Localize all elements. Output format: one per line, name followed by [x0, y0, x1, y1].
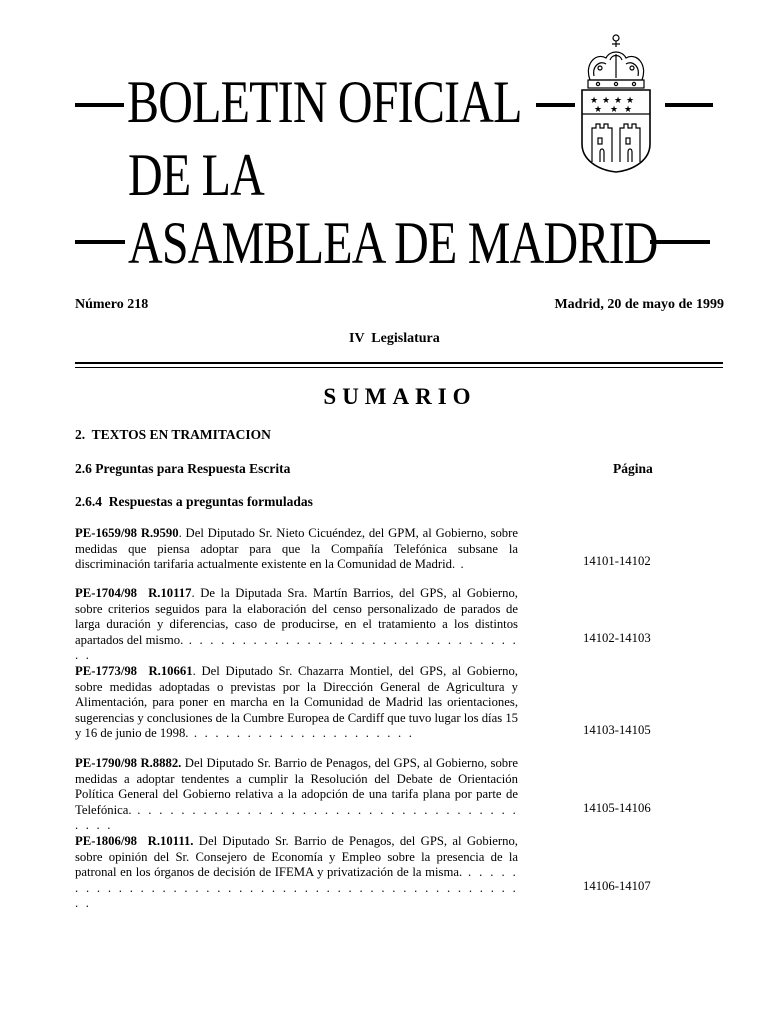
svg-text:★: ★	[614, 96, 623, 106]
sumario-title-text: SUMARIO	[323, 384, 477, 409]
issue-number: Número 218	[75, 297, 149, 312]
masthead-rule	[650, 240, 710, 244]
entry-text: Del Diputado Sr. Barrio de Penagos, del GPS, al Gobierno, sobre opinión del Sr. Consejero de Economía y Empleo sobre la presencia de la patronal en los órganos de decisión de IFEMA y privatización de la misma.	[75, 834, 518, 879]
entry-reference: PE-1790/98 R.8882.	[75, 756, 182, 770]
entry-reference: PE-1659/98 R.9590	[75, 526, 179, 540]
list-item[interactable]	[75, 834, 518, 912]
divider	[75, 367, 723, 368]
svg-text:★: ★	[590, 96, 599, 106]
subsubsection-heading: 2.6.4 Respuestas a preguntas formuladas	[75, 494, 313, 509]
entry-pages: 14106-14107	[583, 879, 651, 893]
entry-leader: . . . . . . . . . . . . . . . . . . . . . . . . . . . . . . . . .	[75, 632, 518, 662]
svg-text:★: ★	[610, 105, 619, 115]
list-item[interactable]	[75, 664, 518, 742]
coat-of-arms-icon	[570, 32, 662, 176]
list-item[interactable]	[75, 526, 518, 573]
masthead-rule	[75, 240, 125, 244]
entry-leader: . . . . . . . . . . . . . . . . . . . . . . . . . . . . . . . . . . . . . . . . . . . . . . . .	[75, 865, 519, 910]
masthead-rule	[75, 103, 124, 107]
section-heading: 2. TEXTOS EN TRAMITACION	[75, 427, 271, 442]
entry-reference: PE-1806/98 R.10111.	[75, 834, 194, 848]
page-column-header: Página	[613, 461, 653, 476]
svg-text:★: ★	[594, 105, 603, 115]
masthead-rule	[665, 103, 713, 107]
entry-text: . Del Diputado Sr. Nieto Cicuéndez, del GPM, al Gobierno, sobre medidas que piensa adoptar para que la Compañía Telefónica subsane la discriminación tarifaria actualmente existente en la Comunidad de Madrid.	[75, 526, 518, 571]
legislature: IV Legislatura	[349, 331, 440, 346]
svg-text:★: ★	[602, 96, 611, 106]
entry-text: . De la Diputada Sra. Martín Barrios, del GPS, al Gobierno, sobre criterios seguidos para la elaboración del censo personalizado de parados de larga duración y diferencias, caso de producirse, en el tratamiento a los distintos apartados del mismo.	[75, 586, 518, 647]
masthead-line-3: ASAMBLEA DE MADRID	[128, 210, 658, 276]
sumario-title	[0, 384, 770, 410]
issue-date: Madrid, 20 de mayo de 1999	[554, 297, 724, 312]
svg-text:★: ★	[626, 96, 635, 106]
entry-text: Del Diputado Sr. Barrio de Penagos, del GPS, al Gobierno, sobre medidas a adoptar tendentes a cumplir la Resolución del Debate de Orientación Política General del Gobierno relativa a la adopción de una tarifa plana por parte de Telefónica.	[75, 756, 518, 817]
entry-pages: 14101-14102	[583, 554, 651, 568]
entry-leader: . . . . . . . . . . . . . . . . . . . . . . . . . . . . . . . . . . . . . . .	[75, 802, 518, 832]
entry-leader: .	[455, 557, 466, 571]
entry-leader: . . . . . . . . . . . . . . . . . . . . .	[188, 726, 415, 740]
entry-text: . Del Diputado Sr. Chazarra Montiel, del GPS, al Gobierno, sobre medidas adoptadas o previstas por la Dirección General de Agricultura y Alimentación, para poner en marcha en la Comunidad de Madrid las orientaciones, sugerencias y conclusiones de la Cumbre Europea de Cardiff que tuvo lugar los días 15 y 16 de junio de 1998.	[75, 664, 519, 740]
svg-text:★: ★	[624, 105, 633, 115]
list-item[interactable]	[75, 586, 518, 664]
subsection-heading: 2.6 Preguntas para Respuesta Escrita	[75, 461, 291, 476]
entry-pages: 14103-14105	[583, 723, 651, 737]
entry-reference: PE-1704/98 R.10117	[75, 586, 192, 600]
masthead-line-1: BOLETIN OFICIAL	[127, 69, 522, 135]
divider	[75, 362, 723, 364]
entry-pages: 14102-14103	[583, 631, 651, 645]
list-item[interactable]	[75, 756, 518, 834]
masthead-line-2: DE LA	[128, 142, 264, 208]
entry-reference: PE-1773/98 R.10661	[75, 664, 193, 678]
entry-pages: 14105-14106	[583, 801, 651, 815]
